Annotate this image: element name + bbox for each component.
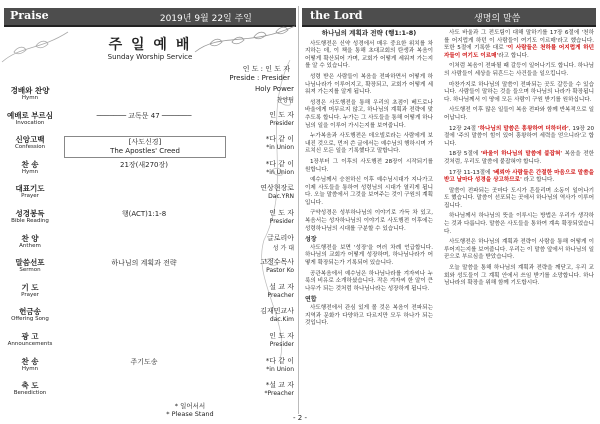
order-item-leader: *다 같 이 [265, 159, 294, 168]
highlighted-verse: '바울이 하나님의 말씀에 붙잡혀' [480, 151, 563, 158]
order-item-ko: 광 고 [21, 332, 39, 341]
order-item-content: 행(ACT)1:1-8 [121, 210, 167, 218]
sermon-subsections [305, 236, 433, 328]
order-item-en: Hymn [21, 168, 39, 175]
order-item-ko: 예배로 부르심 [6, 110, 54, 120]
order-item-en: Prayer [21, 291, 39, 298]
worship-title: 주 일 예 배 [108, 37, 192, 53]
order-item-ko: 찬 양 [21, 233, 39, 243]
sermon-paragraph: 사도행전을 보면 '성장'을 여러 차례 언급합니다. 하나님의 교회가 어떻게 성장하며, 하나님나라가 어떻게 확장되는가 기록되어 있습니다. [305, 244, 433, 267]
sermon-paragraph: 성령 받은 사람들이 복음을 전파하면서 어떻게 하나님나라가 이루어지고, 확장되고, 교회가 어떻게 세워져 가는지를 알게 됩니다. [305, 73, 433, 96]
order-item-leader: 인 도 자 [269, 332, 294, 340]
order-item-ko: 성경봉독 [15, 209, 45, 218]
order-item-content: 주기도송 [130, 357, 158, 366]
sermon-paragraphs-right [444, 30, 594, 288]
order-item-leader: 고정수목사 [260, 258, 294, 267]
presider-en: Preside : Presider [229, 74, 290, 82]
order-item-en: Offering Song [11, 316, 49, 323]
sermon-paragraph: 12장 24절 '하나님의 말씀은 흥왕하여 더하더라', 19장 20절에 '주의 말씀이 힘이 있어 흥왕하여 세력을 얻으니라'고 합니다. [444, 125, 595, 147]
sermon-paragraph: 사도행전에서 관심 있게 볼 것은 복음이 전파되는 지역과 문화가 다양하고 다르지만 모두 하나가 되는 것입니다. [305, 305, 433, 327]
page-number: - 2 - [293, 414, 307, 422]
order-item-leader: 김재민교사 [260, 307, 294, 316]
order-item-leader: *다 같 이 [265, 135, 294, 144]
order-item-ko: 축 도 [21, 381, 39, 391]
highlighted-verse: '하나님의 말씀은 흥왕하여 더하더라' [477, 125, 569, 132]
order-item-en: Hymn [21, 365, 39, 372]
presider-info [150, 65, 290, 83]
order-item-leader-en: Preacher [267, 291, 294, 299]
sermon-paragraph: 이처럼 복음이 전파될 때 갈등이 일어나기도 합니다. 하나님의 사람들이 세상을 뒤흔드는 사건들을 일으킵니다. [444, 63, 594, 77]
sermon-paragraph: 18장 5절에 '바울이 하나님의 말씀에 붙잡혀' 복음을 전한 것처럼, 우리도 말씀에 붙잡혀야 합니다. [444, 151, 595, 165]
order-item-leader-en: *in Union [266, 144, 294, 152]
sermon-section-title: 생명의 말씀 [474, 14, 521, 24]
order-item-ko: 기 도 [21, 282, 39, 292]
sermon-paragraph: 사도행전 이후 많은 일들이 복음 전파와 함께 반복적으로 일어납니다. [444, 107, 594, 121]
sermon-paragraph: 사도행전은 신약 성경에서 매우 중요한 위치를 차지하는 데, 이 책을 통해 초대교회의 탄생과 복음이 어떻게 확산되어 가며, 교회가 어떻게 세워져 가는지를 알 수 있습니다. [305, 40, 433, 70]
order-item-content: 하나님의 계획과 전략 [111, 259, 177, 268]
highlighted-verse: '베뢰아 사람들은 간절한 마음으로 말씀을 받고 날마다 성경을 상고하므로' [444, 169, 594, 184]
sermon-column-right [444, 30, 594, 291]
order-item-leader-en: *in Union [266, 168, 294, 176]
stand-note [140, 402, 240, 418]
presider-ko: 인 도 : 인 도 자 [242, 65, 290, 73]
order-item-ko: 말씀선포 [15, 258, 45, 268]
sermon-paragraph: 사도 바울과 그 전도팀이 대해 말하기를 17장 6절에 '천하를 어지럽게 하던 이 사람들이 여기도 이르매'라고 했습니다. 또한 5절에 기록한 대로 '이 사람들은 천하를 어지럽게 하던 자들이 여기도 이르매'라고 합니다. [444, 30, 594, 59]
worship-subtitle: Sunday Worship Service [107, 53, 193, 61]
order-item-leader: *다 같 이 [265, 356, 294, 365]
sermon-paragraph: 1장부터 그 이후의 사도행전 28장이 시작되기를 원합니다. [305, 158, 433, 173]
sermon-subheading: 연합 [305, 296, 317, 304]
order-item-ko: 대표기도 [15, 184, 45, 194]
order-item-leader: Holy Power [254, 85, 294, 93]
sermon-paragraph: 말씀이 전파되는 곳마다 도시가 흔들리며 소동이 일어나기도 했습니다. 말씀이 선포되는 곳에서 하나님의 역사가 이루어집니다. [444, 187, 594, 209]
praise-title: Praise [10, 9, 49, 22]
order-item-content: [사도신경] The Apostles' Creed [64, 136, 226, 158]
the-lord-title: the Lord [310, 9, 363, 22]
sermon-paragraph: 공관복음에서 예수님은 하나님나라를 겨자씨나 누룩의 비유로 소개하셨습니다. 작은 겨자씨 한 알이 큰 나무가 되는 것처럼 하나님나라는 성장하게 됩니다. [305, 270, 433, 292]
order-item-leader-en: 찬양팀 [276, 97, 294, 104]
order-item-leader-en: dac.Kim [269, 316, 294, 324]
sermon-subheading: 성장 [305, 236, 317, 244]
order-item-leader: 인 도 자 [269, 110, 294, 119]
order-item-content: 21장(새270장) [119, 160, 169, 169]
sermon-paragraph: 성경은 사도행전을 통해 우리의 초점이 베드로나 바울에게 머무르지 않고, 하나님의 계획과 전략에 맞추도록 합니다. 누가는 그 사도들을 통해 어떻게 하나님의 일을 이루어 가시는지를 보여줍니다. [305, 99, 433, 129]
sermon-paragraph: 사도행전은 하나님의 계획과 전략이 사람을 통해 어떻게 이루어지는지를 보여줍니다. 우리는 이 말씀 앞에서 하나님의 일꾼으로 부르심을 받았습니다. [444, 239, 594, 261]
sermon-paragraph: 누가복음과 사도행전은 데오빌로라는 사람에게 보내진 것으로, 먼저 쓴 글에서는 예수님의 행하시며 가르치신 모든 일을 기록했다고 말합니다. [305, 133, 433, 155]
order-item-leader: 인 도 자 [269, 209, 294, 217]
order-item-en: Invocation [15, 119, 45, 126]
order-item-leader-en: Presider [269, 119, 294, 127]
service-date: 2019년 9월 22일 주일 [159, 14, 252, 24]
order-item-leader: *설 교 자 [265, 381, 294, 390]
sermon-paragraph: 구약성경은 성부하나님의 이야기로 가득 차 있고, 복음서는 성자하나님의 이야기로 사도행전 이후에는 성령하나님의 시대를 구분할 수 있습니다. [305, 210, 433, 232]
column-divider [298, 6, 299, 414]
sermon-column-left [305, 30, 433, 331]
sermon-paragraph: 17장 11-13절에 '베뢰아 사람들은 간절한 마음으로 말씀을 받고 날마다 성경을 상고하므로' 라고 합니다. [444, 169, 594, 184]
sermon-paragraphs [305, 41, 433, 234]
order-item-ko: 신앙고백 [15, 135, 45, 145]
order-item-ko: 헌금송 [19, 307, 41, 317]
order-item-leader: 연상현장로 [260, 184, 294, 193]
order-item-leader-en: Dac.YRN [268, 193, 294, 201]
sermon-paragraph: 예수님께서 승천하신 이후 예수님시대가 지나가고 이제 사도들을 통하여 성령님의 시대가 열리게 됩니다. 오늘 말씀에서 그것을 보여주는 것이 구원의 계획입니다. [305, 177, 433, 206]
order-item-leader-en: Presider [269, 341, 294, 348]
order-item-leader: 글로리아 [266, 233, 294, 242]
order-item-leader: 설 교 자 [269, 282, 294, 291]
right-header-bar [302, 8, 596, 27]
sermon-title: 하나님의 계획과 전략 (행1:1-8) [321, 29, 417, 37]
sermon-paragraph: 하나님께서 하나님의 뜻을 이루시는 방법은 우리가 생각하는 것과 다릅니다. 말씀은 사도들을 통하여 계속 확장되었습니다. [444, 213, 594, 235]
order-item-ko: 찬 송 [21, 356, 39, 366]
order-item-leader-en: 성 가 대 [272, 244, 294, 252]
order-item-en: Benediction [13, 390, 47, 397]
order-item-leader-en: Pastor Ko [266, 267, 294, 275]
order-item-en: Anthem [19, 242, 41, 249]
order-item-leader-en: *in Union [266, 365, 294, 373]
order-item-en: Sermon [19, 267, 41, 274]
order-item-en: Prayer [21, 193, 39, 200]
order-item-en: Bible Reading [11, 218, 49, 224]
order-item-ko: 찬 송 [21, 159, 39, 169]
order-item-en: Hymn [21, 95, 39, 101]
stand-note-ko: * 일어서서 [174, 402, 206, 410]
order-item-leader-en: Presider [269, 218, 294, 225]
sermon-paragraph: 마찬가지로 하나님의 말씀이 전파되는 곳도 갈등을 수 있습니다. 사람들이 말하는 것을 들으며 하나님의 나라가 확장됩니다. 하나님께서 이 땅에 모든 사람이 구원 받기를 원하십니다. [444, 81, 594, 103]
highlighted-verse: '이 사람들은 천하를 어지럽게 하던 자들이 여기도 이르매' [444, 45, 594, 59]
stand-note-en: * Please Stand [166, 410, 214, 418]
order-item-ko: 경배와 찬양 [10, 86, 50, 95]
order-item-leader-en: *Preacher [264, 390, 294, 398]
order-item-content: ─────── 교독문 47 ─────── [96, 111, 192, 120]
order-item-en: Announcements [7, 341, 53, 347]
sermon-paragraph: 오늘 말씀을 통해 하나님의 계획과 전략을 깨닫고, 우리 교회와 성도들이 그 계획 안에서 쓰임 받기를 소망합니다. 하나님나라의 확장을 위해 함께 기도합시다. [444, 265, 594, 287]
order-item-en: Confession [14, 144, 46, 151]
